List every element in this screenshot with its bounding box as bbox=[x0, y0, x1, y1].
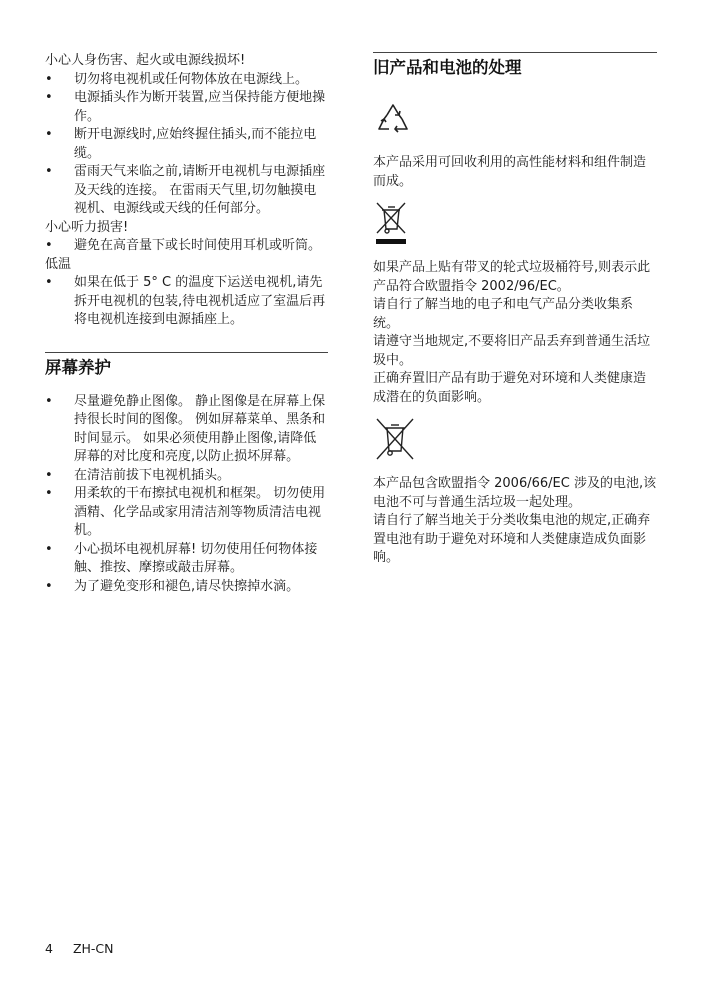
section-divider bbox=[373, 52, 657, 53]
hearing-warning-list bbox=[45, 237, 328, 256]
left-column bbox=[45, 52, 328, 596]
recycle-text: 本产品采用可回收利用的高性能材料和组件制造而成。 bbox=[373, 155, 647, 189]
crossed-bin-icon bbox=[373, 415, 417, 461]
list-item: • 如果在低于 5° C 的温度下运送电视机,请先拆开电视机的包装,待电视机适应了室温后再将电视机连接到电源插座上。 bbox=[45, 274, 328, 330]
list-item: • 断开电源线时,应始终握住插头,而不能拉电缆。 bbox=[45, 126, 328, 163]
weee-paragraph: 正确弃置旧产品有助于避免对环境和人类健康造成潜在的负面影响。 bbox=[373, 371, 647, 405]
list-item: • 在清洁前拔下电视机插头。 bbox=[45, 467, 328, 486]
page-number: 4 bbox=[45, 941, 53, 956]
low-temperature-title: 低温 bbox=[45, 256, 72, 272]
battery-paragraph: 本产品包含欧盟指令 2006/66/EC 涉及的电池,该电池不可与普通生活垃圾一起处理。 bbox=[373, 476, 657, 510]
battery-info bbox=[373, 475, 657, 568]
list-item: • 用柔软的干布擦拭电视机和框架。 切勿使用酒精、化学品或家用清洁剂等物质清洁电视机。 bbox=[45, 485, 328, 541]
recycle-icon bbox=[373, 99, 413, 139]
weee-paragraph: 请遵守当地规定,不要将旧产品丢弃到普通生活垃圾中。 bbox=[373, 334, 651, 368]
right-column bbox=[373, 52, 657, 568]
weee-info bbox=[373, 259, 657, 407]
crossed-bin-bar-icon bbox=[373, 199, 409, 245]
list-item: • 避免在高音量下或长时间使用耳机或听筒。 bbox=[45, 237, 328, 256]
screen-care-heading: 屏幕养护 bbox=[45, 357, 111, 377]
list-item: • 小心损坏电视机屏幕! 切勿使用任何物体接触、推按、摩擦或敲击屏幕。 bbox=[45, 541, 328, 578]
list-item: • 雷雨天气来临之前,请断开电视机与电源插座及天线的连接。 在雷雨天气里,切勿触摸电视机、电源线或天线的任何部分。 bbox=[45, 163, 328, 219]
list-item: • 电源插头作为断开装置,应当保持能方便地操作。 bbox=[45, 89, 328, 126]
section-divider bbox=[45, 352, 328, 353]
screen-care-list bbox=[45, 393, 328, 597]
battery-paragraph: 请自行了解当地关于分类收集电池的规定,正确弃置电池有助于避免对环境和人类健康造成负面影响。 bbox=[373, 513, 651, 565]
injury-warning-list bbox=[45, 71, 328, 219]
hearing-warning-title: 小心听力损害! bbox=[45, 219, 129, 235]
injury-warning-title: 小心人身伤害、起火或电源线损坏! bbox=[45, 53, 246, 68]
list-item: • 切勿将电视机或任何物体放在电源线上。 bbox=[45, 71, 328, 90]
language-code: ZH-CN bbox=[72, 941, 114, 956]
disposal-heading: 旧产品和电池的处理 bbox=[373, 58, 522, 77]
weee-paragraph: 请自行了解当地的电子和电气产品分类收集系统。 bbox=[373, 297, 634, 331]
list-item: • 为了避免变形和褪色,请尽快擦掉水滴。 bbox=[45, 578, 328, 597]
low-temperature-list bbox=[45, 274, 328, 330]
weee-paragraph: 如果产品上贴有带叉的轮式垃圾桶符号,则表示此产品符合欧盟指令 2002/96/EC。 bbox=[373, 260, 651, 294]
page-footer bbox=[45, 940, 114, 959]
list-item: • 尽量避免静止图像。 静止图像是在屏幕上保持很长时间的图像。 例如屏幕菜单、黑条和时间显示。 如果必须使用静止图像,请降低屏幕的对比度和亮度,以防止损坏屏幕。 bbox=[45, 393, 328, 467]
